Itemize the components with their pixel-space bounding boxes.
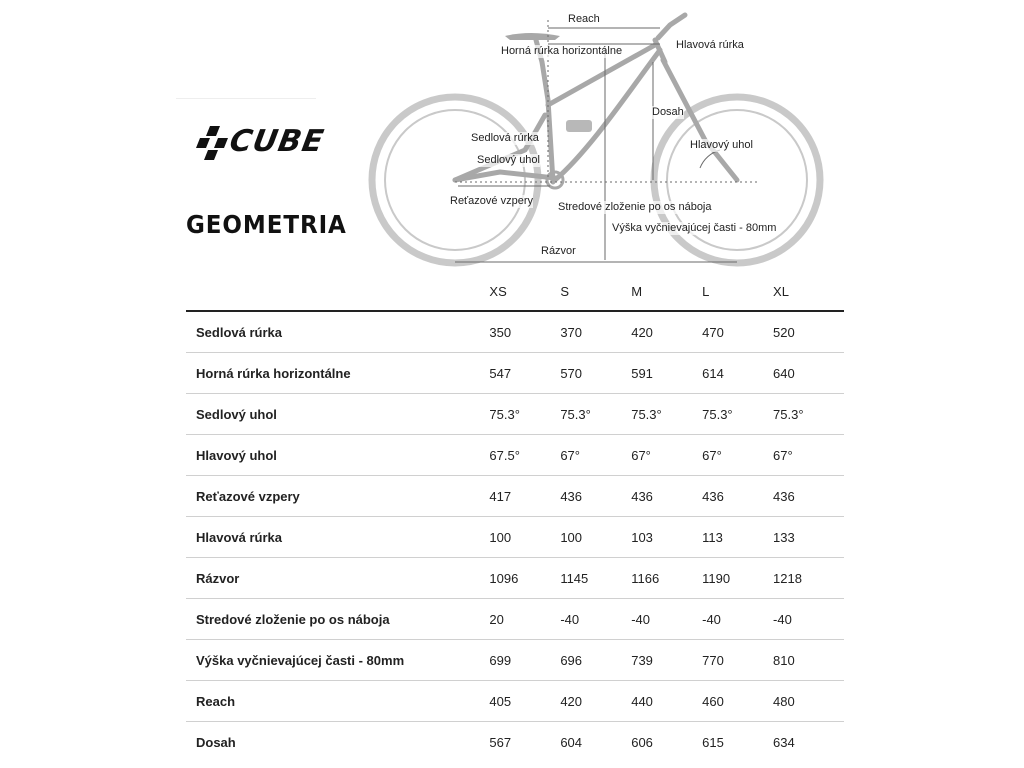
cell-value: 699 xyxy=(489,640,560,681)
row-label: Stredové zloženie po os náboja xyxy=(186,599,489,640)
cell-value: 100 xyxy=(489,517,560,558)
cell-value: 75.3° xyxy=(702,394,773,435)
row-label: Reťazové vzpery xyxy=(186,476,489,517)
cell-value: 75.3° xyxy=(560,394,631,435)
diagram-label-wheelbase: Rázvor xyxy=(541,245,576,257)
cell-value: 1190 xyxy=(702,558,773,599)
cell-value: 75.3° xyxy=(489,394,560,435)
cell-value: 67.5° xyxy=(489,435,560,476)
cell-value: 405 xyxy=(489,681,560,722)
shock xyxy=(566,120,592,132)
cell-value: 1218 xyxy=(773,558,844,599)
cell-value: -40 xyxy=(702,599,773,640)
cell-value: 417 xyxy=(489,476,560,517)
cell-value: 420 xyxy=(560,681,631,722)
cell-value: 436 xyxy=(560,476,631,517)
row-label: Sedlová rúrka xyxy=(186,311,489,353)
table-header-row xyxy=(186,272,844,311)
diagram-label-bb-drop: Stredové zloženie po os náboja xyxy=(558,201,712,213)
cell-value: 614 xyxy=(702,353,773,394)
table-row xyxy=(186,394,844,435)
diagram-label-head-angle: Hlavový uhol xyxy=(690,139,753,151)
row-label: Horná rúrka horizontálne xyxy=(186,353,489,394)
cell-value: -40 xyxy=(631,599,702,640)
cell-value: 570 xyxy=(560,353,631,394)
cell-value: 370 xyxy=(560,311,631,353)
size-header-m: M xyxy=(631,272,702,311)
cell-value: 436 xyxy=(702,476,773,517)
row-label: Sedlový uhol xyxy=(186,394,489,435)
cell-value: 460 xyxy=(702,681,773,722)
diagram-label-reach: Reach xyxy=(568,13,600,25)
cell-value: 810 xyxy=(773,640,844,681)
diagram-label-seat-angle: Sedlový uhol xyxy=(477,154,540,166)
table-row xyxy=(186,311,844,353)
cell-value: 75.3° xyxy=(773,394,844,435)
diagram-label-fork-height: Výška vyčnievajúcej časti - 80mm xyxy=(612,222,777,234)
cell-value: 113 xyxy=(702,517,773,558)
row-label: Reach xyxy=(186,681,489,722)
row-label: Dosah xyxy=(196,734,236,750)
diagram-label-head-tube: Hlavová rúrka xyxy=(676,39,744,51)
cell-value: 67° xyxy=(702,435,773,476)
cell-value: 567 xyxy=(489,734,512,750)
cell-value: 1096 xyxy=(489,558,560,599)
row-label: Hlavová rúrka xyxy=(186,517,489,558)
cell-value: 67° xyxy=(631,435,702,476)
cell-value: 420 xyxy=(631,311,702,353)
brand-wordmark: CUBE xyxy=(226,124,327,159)
table-row xyxy=(186,558,844,599)
cell-value: 133 xyxy=(773,517,844,558)
row-label: Hlavový uhol xyxy=(186,435,489,476)
cell-value: 350 xyxy=(489,311,560,353)
size-header-xl: XL xyxy=(773,272,844,311)
cell-value: 1145 xyxy=(560,558,631,599)
cell-value: 67° xyxy=(560,435,631,476)
size-header-s: S xyxy=(560,272,631,311)
cell-value: 634 xyxy=(773,734,795,750)
cell-value: 103 xyxy=(631,517,702,558)
header-spacer xyxy=(186,272,489,311)
cell-value: 436 xyxy=(631,476,702,517)
cell-value: 591 xyxy=(631,353,702,394)
cell-value: 100 xyxy=(560,517,631,558)
row-label: Výška vyčnievajúcej časti - 80mm xyxy=(186,640,489,681)
cell-value: 520 xyxy=(773,311,844,353)
table-row xyxy=(186,599,844,640)
table-row xyxy=(186,640,844,681)
diagram-label-top-tube: Horná rúrka horizontálne xyxy=(501,45,623,57)
cell-value: 440 xyxy=(631,681,702,722)
diagram-label-stack: Dosah xyxy=(652,106,684,118)
table-row xyxy=(186,435,844,476)
cell-value: 739 xyxy=(631,640,702,681)
cell-value: 606 xyxy=(631,734,653,750)
stem-bars xyxy=(658,15,685,38)
cell-value: 604 xyxy=(560,734,583,750)
cell-value: 436 xyxy=(773,476,844,517)
cell-value: 696 xyxy=(560,640,631,681)
geometry-table xyxy=(186,272,844,762)
table-row xyxy=(186,681,844,722)
diagram-label-chainstay: Reťazové vzpery xyxy=(450,195,533,207)
cell-value: 547 xyxy=(489,353,560,394)
cell-value: 1166 xyxy=(631,558,702,599)
cell-value: 615 xyxy=(702,734,724,750)
page-title: GEOMETRIA xyxy=(186,210,347,239)
cell-value: 75.3° xyxy=(631,394,702,435)
cell-value: 67° xyxy=(773,435,844,476)
row-label: Rázvor xyxy=(186,558,489,599)
cell-value: 770 xyxy=(702,640,773,681)
saddle xyxy=(505,33,560,40)
size-header-l: L xyxy=(702,272,773,311)
size-header-xs: XS xyxy=(489,272,560,311)
table-row xyxy=(186,476,844,517)
diagram-label-seat-tube: Sedlová rúrka xyxy=(471,132,539,144)
table-row xyxy=(186,722,844,763)
table-row xyxy=(186,517,844,558)
cell-value: 640 xyxy=(773,353,844,394)
table-row xyxy=(186,353,844,394)
cell-value: 20 xyxy=(489,599,560,640)
cell-value: 470 xyxy=(702,311,773,353)
cell-value: -40 xyxy=(773,599,844,640)
cell-value: 480 xyxy=(773,681,844,722)
cell-value: -40 xyxy=(560,599,631,640)
